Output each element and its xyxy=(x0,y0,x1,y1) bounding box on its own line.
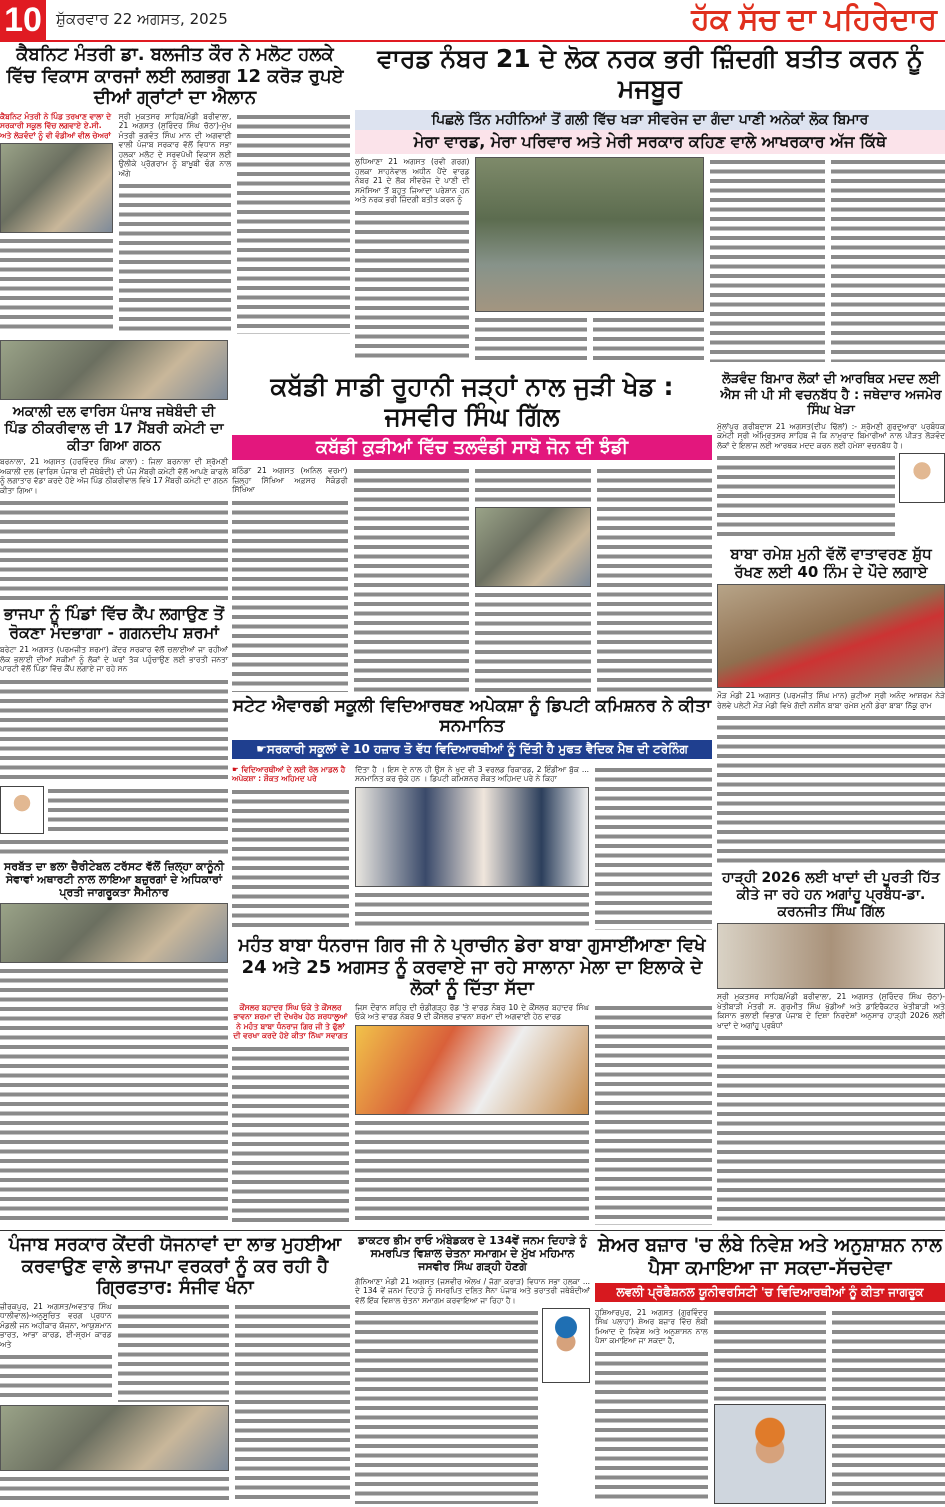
page-number: 10 xyxy=(0,0,46,40)
headline: ਅਕਾਲੀ ਦਲ ਵਾਰਿਸ ਪੰਜਾਬ ਜਥੇਬੰਦੀ ਦੀ ਪਿੰਡ ਠੀਕਰੀਵਾਲ ਦੀ 17 ਮੈਂਬਰੀ ਕਮੇਟੀ ਦਾ ਕੀਤਾ ਗਿਆ ਗਠਨ xyxy=(4,404,224,454)
headline: ਭਾਜਪਾ ਨੂੰ ਪਿੰਡਾਂ ਵਿੱਚ ਕੈਂਪ ਲਗਾਉਣ ਤੋਂ ਰੋਕਣਾ ਮੰਦਭਾਗਾ - ਗਗਨਦੀਪ ਸ਼ਰਮਾਂ xyxy=(4,604,224,643)
text-lines xyxy=(0,677,228,783)
subheadline-2: ਮੇਰਾ ਵਾਰਡ, ਮੇਰਾ ਪਰਿਵਾਰ ਅਤੇ ਮੇਰੀ ਸਰਕਾਰ ਕਹਿਣ ਵਾਲੇ ਆਖਰਕਾਰ ਅੱਜ ਕਿੱਥੇ xyxy=(355,130,945,154)
issue-date: ਸ਼ੁੱਕਰਵਾਰ 22 ਅਗਸਤ, 2025 xyxy=(56,10,228,28)
text-lines xyxy=(119,181,232,334)
text-lines xyxy=(717,713,945,863)
article-ambedkar xyxy=(355,1234,590,1504)
photo-award-ceremony xyxy=(355,787,589,887)
section-divider xyxy=(0,1230,945,1231)
article-body: ਹੁਸ਼ਿਆਰਪੁਰ, 21 ਅਗਸਤ (ਗੁਰਵਿੰਦਰ ਸਿੰਘ ਪਲਾਹਾ) ਸ਼ੇਅਰ ਬਜ਼ਾਰ ਵਿੱਚ ਲੰਬੀ ਮਿਆਦ ਦੇ ਨਿਵੇਸ਼ ਅਤੇ ਅਨੁਸ਼ਾਸਨ ਨਾਲ ਪੈਸਾ ਕਮਾਇਆ ਜਾ ਸਕਦਾ ਹੈ, xyxy=(595,1307,708,1346)
photo-bjp-workers xyxy=(0,1405,229,1471)
text-lines xyxy=(0,1352,112,1402)
article-ward21 xyxy=(355,44,945,362)
headline: ਵਾਰਡ ਨੰਬਰ 21 ਦੇ ਲੋਕ ਨਰਕ ਭਰੀ ਜ਼ਿੰਦਗੀ ਬਤੀਤ ਕਰਨ ਨੂੰ ਮਜਬੂਰ xyxy=(377,44,923,103)
text-lines xyxy=(237,112,350,334)
text-lines xyxy=(0,1474,229,1504)
photo-mahant-welcome xyxy=(355,1025,589,1115)
text-lines xyxy=(710,157,824,362)
article-body: ਸ੍ਰੀ ਮੁਕਤਸਰ ਸਾਹਿਬ/ਮੰਡੀ ਬਰੀਵਾਲਾ, 21 ਅਗਸਤ (ਸੁਰਿੰਦਰ ਸਿੰਘ ਚੱਠਾ)-ਖੇਤੀਬਾੜੀ ਮੰਤਰੀ ਸ. ਗੁਰਮੀਤ ਸਿੰਘ ਖੁੱਡੀਆਂ ਅਤੇ ਡਾਇਰੈਕਟਰ ਖੇਤੀਬਾੜੀ ਅਤੇ ਕਿਸਾਨ ਭਲਾਈ ਵਿਭਾਗ ਪੰਜਾਬ ਦੇ ਦਿਸ਼ਾ ਨਿਰਦੇਸ਼ਾਂ ਅਨੁਸਾਰ ਹਾੜ੍ਹੀ 2026 ਲਈ ਖਾਦਾਂ ਦੇ ਅਗਾਂਹੂ ਪ੍ਰਬੰਧਾਂ xyxy=(717,992,945,1030)
photo-fertilizer-meeting xyxy=(717,923,945,989)
portrait-jasvir-garhi xyxy=(542,1308,590,1383)
article-body: ਬਰੇਟਾ 21 ਅਗਸਤ (ਪਰਮਜੀਤ ਸ਼ਰਮਾ) ਕੇਂਦਰ ਸਰਕਾਰ ਵੱਲੋਂ ਚਲਾਈਆਂ ਜਾ ਰਹੀਆਂ ਲੋਕ ਭਲਾਈ ਦੀਆਂ ਸਕੀਮਾਂ ਨੂੰ ਲੋਕਾਂ ਦੇ ਘਰਾਂ ਤੱਕ ਪਹੁੰਚਾਉਣ ਲਈ ਭਾਰਤੀ ਜਨਤਾ ਪਾਰਟੀ ਵੱਲੋਂ ਪਿੰਡਾ ਵਿੱਚ ਕੈਂਪ ਲਗਾਏ ਜਾ ਰਹੇ ਸਨ xyxy=(0,645,228,674)
portrait-ajmer-singh xyxy=(899,453,945,503)
text-lines xyxy=(593,315,704,362)
article-kabaddi xyxy=(232,372,712,692)
article-akali xyxy=(0,404,228,602)
text-lines xyxy=(0,966,228,1225)
text-lines xyxy=(355,1308,538,1504)
text-lines xyxy=(475,315,586,362)
article-sgpc xyxy=(717,372,945,540)
article-body: ਮੁੱਲਾਂਪੁਰ ਗਰੀਬਦਾਸ 21 ਅਗਸਤ(ਦੀਪ ਢਿੱਲਾਂ) :- ਸ਼੍ਰੋਮਣੀ ਗੁਰਦੁਆਰਾ ਪ੍ਰਬੰਧਕ ਕਮੇਟੀ ਸ੍ਰੀ ਅੰਮ੍ਰਿਤਸਰ ਸਾਹਿਬ ਜੋ ਕਿ ਨਾਮੁਰਾਦ ਬਿਮਾਰੀਆਂ ਨਾਲ ਪੀੜਤ ਲੋੜਵੰਦ ਲੋਕਾਂ ਦੇ ਇਲਾਜ ਲਈ ਆਰਥਕ ਮਦਦ ਕਰਨ ਲਈ ਹਮੇਸ਼ਾ ਵਚਨਬੱਧ ਹੈ। xyxy=(717,421,945,450)
headline: ਕੈਬਨਿਟ ਮੰਤਰੀ ਡਾ. ਬਲਜੀਤ ਕੌਰ ਨੇ ਮਲੋਟ ਹਲਕੇ ਵਿੱਚ ਵਿਕਾਸ ਕਾਰਜਾਂ ਲਈ ਲਗਭਗ 12 ਕਰੋੜ ਰੁਪਏ ਦੀਆਂ ਗ੍ਰਾਂਟਾਂ ਦਾ ਐਲਾਨ xyxy=(6,44,344,109)
headline: ਸਰਬੱਤ ਦਾ ਭਲਾ ਚੈਰੀਟੇਬਲ ਟਰੱਸਟ ਵੱਲੋਂ ਜ਼ਿਲ੍ਹਾ ਕਾਨੂੰਨੀ ਸੇਵਾਵਾਂ ਅਥਾਰਟੀ ਨਾਲ ਲਾਇਆ ਬਜ਼ੁਰਗਾਂ ਦੇ ਅਧਿਕਾਰਾਂ ਪ੍ਰਤੀ ਜਾਗਰੂਕਤਾ ਸੈਮੀਨਾਰ xyxy=(3,860,225,900)
portrait-gagandeep xyxy=(0,786,44,834)
headline: ਬਾਬਾ ਰਮੇਸ਼ ਮੁਨੀ ਵੱਲੋਂ ਵਾਤਾਵਰਣ ਸ਼ੁੱਧ ਰੱਖਣ ਲਈ 40 ਨਿੰਮ ਦੇ ਪੌਦੇ ਲਗਾਏ xyxy=(730,545,932,581)
text-lines xyxy=(0,236,113,334)
article-body: ਬਠਿੰਡਾ 21 ਅਗਸਤ (ਅਨਿਲ ਵਰਮਾ) ਜ਼ਿਲ੍ਹਾ ਸਿੱਖਿਆ ਅਫ਼ਸਰ ਸੈਕੰਡਰੀ ਸਿੱਖਿਆ xyxy=(232,466,348,494)
photo-school-ac xyxy=(0,143,113,233)
subheadline-band: ਕਬੱਡੀ ਕੁੜੀਆਂ ਵਿੱਚ ਤਲਵੰਡੀ ਸਾਬੋ ਜੋਨ ਦੀ ਝੰਡੀ xyxy=(232,435,712,460)
text-lines xyxy=(355,208,469,363)
article-apeksha xyxy=(232,696,712,930)
text-lines xyxy=(232,1044,349,1225)
headline: ਕਬੱਡੀ ਸਾਡੀ ਰੂਹਾਨੀ ਜੜ੍ਹਾਂ ਨਾਲ ਜੁੜੀ ਖੇਡ : ਜਸਵੀਰ ਸਿੰਘ ਗਿੱਲ xyxy=(270,372,674,431)
article-punjab-sarkar xyxy=(0,1234,350,1504)
headline: ਸ਼ੇਅਰ ਬਜ਼ਾਰ 'ਚ ਲੰਬੇ ਨਿਵੇਸ਼ ਅਤੇ ਅਨੁਸ਼ਾਸ਼ਨ ਨਾਲ ਪੈਸਾ ਕਮਾਇਆ ਜਾ ਸਕਦਾ-ਸੱਚਦੇਵਾ xyxy=(598,1234,942,1279)
text-lines xyxy=(717,453,895,540)
header-divider xyxy=(0,40,945,42)
photo-tree-planting xyxy=(717,584,945,688)
headline: ਲੋੜਵੰਦ ਬਿਮਾਰ ਲੋਕਾਂ ਦੀ ਆਰਥਿਕ ਮਦਦ ਲਈ ਐਸ ਜੀ ਪੀ ਸੀ ਵਚਨਬੱਧ ਹੈ : ਜਥੇਦਾਰ ਅਜਮੇਰ ਸਿੰਘ ਖੇੜਾ xyxy=(720,372,942,419)
text-lines xyxy=(475,466,591,504)
photo-sewerage-water xyxy=(475,157,704,312)
text-lines xyxy=(595,1349,708,1504)
newspaper-logo: ਹੱਕ ਸੱਚ ਦਾ ਪਹਿਰੇਦਾਰ xyxy=(691,3,937,36)
text-lines xyxy=(232,787,349,930)
text-lines xyxy=(0,837,228,856)
text-lines xyxy=(597,466,713,692)
text-lines xyxy=(475,590,591,692)
text-lines xyxy=(355,890,589,930)
article-neem xyxy=(717,545,945,863)
text-lines xyxy=(832,1308,945,1504)
article-malout xyxy=(0,44,350,334)
text-lines xyxy=(355,1118,589,1225)
headline: ਡਾਕਟਰ ਭੀਮ ਰਾਓ ਅੰਬੇਡਕਰ ਦੇ 134ਵੇਂ ਜਨਮ ਦਿਹਾੜੇ ਨੂੰ ਸਮਰਪਿਤ ਵਿਸ਼ਾਲ ਚੇਤਨਾ ਸਮਾਗਮ ਦੇ ਮੁੱਖ ਮਹਿਮਾਨ ਜਸਵੀਰ ਸਿੰਘ ਗੜ੍ਹੀ ਹੋਣਗੇ xyxy=(358,1234,587,1274)
kicker: ਕੌਂਸਲਰ ਬਹਾਦਰ ਸਿੰਘ ਓਕੇ ਤੇ ਕੌਂਸਲਰ ਭਾਵਨਾ ਸ਼ਰਮਾ ਦੀ ਦੇਖਰੇਖ ਹੇਠ ਸ਼ਰਧਾਲੂਆਂ ਨੇ ਮਹੰਤ ਬਾਬਾ ਧੰਨਰਾਜ ਗਿਰ ਜੀ ਤੇ ਫੁੱਲਾਂ ਦੀ ਵਰਖਾ ਕਰਦੇ ਹੋਏ ਕੀਤਾ ਨਿੱਘਾ ਸਵਾਗਤ xyxy=(233,1002,348,1041)
subheadline-band: ਲਵਲੀ ਪ੍ਰੋਫੈਸ਼ਨਲ ਯੂਨੀਵਰਸਿਟੀ 'ਚ ਵਿਦਿਆਰਥੀਆਂ ਨੂੰ ਕੀਤਾ ਜਾਗਰੂਕ xyxy=(595,1283,945,1302)
photo-kabaddi-team xyxy=(475,507,591,587)
article-mahant xyxy=(232,935,712,1225)
text-lines xyxy=(717,1033,945,1225)
kicker: ਕੈਬਨਿਟ ਮੰਤਰੀ ਨੇ ਪਿੰਡ ਤਰਖਾਣ ਵਾਲਾ ਦੇ ਸਰਕਾਰੀ ਸਕੂਲ ਵਿੱਚ ਲਗਵਾਏ ਏ.ਸੀ. ਅਤੇ ਲੋੜਵੰਦਾਂ ਨੂੰ ਵੀ ਵੰਡੀਆਂ ਵੀਲ ਚੇਅਰਾਂ xyxy=(0,111,112,140)
text-lines xyxy=(714,1308,827,1401)
headline: ਮਹੰਤ ਬਾਬਾ ਧੰਨਰਾਜ ਗਿਰ ਜੀ ਨੇ ਪ੍ਰਾਚੀਨ ਡੇਰਾ ਬਾਬਾ ਗੁਸਾਈਂਆਣਾ ਵਿਖੇ 24 ਅਤੇ 25 ਅਗਸਤ ਨੂੰ ਕਰਵਾਏ ਜਾ ਰਹੇ ਸਾਲਾਨਾ ਮੇਲਾ ਦਾ ਇਲਾਕੇ ਦੇ ਲੋਕਾਂ ਨੂੰ ਦਿੱਤਾ ਸੱਦਾ xyxy=(238,935,706,1000)
text-lines xyxy=(235,1302,350,1504)
article-share-market xyxy=(595,1234,945,1504)
portrait-sachdeva xyxy=(714,1404,827,1504)
subheadline-band: ☛ਸਰਕਾਰੀ ਸਕੂਲਾਂ ਦੇ 10 ਹਜ਼ਾਰ ਤੋ ਵੱਧ ਵਿਦਿਆਰਥੀਆਂ ਨੂੰ ਦਿੱਤੀ ਹੈ ਮੁਫਤ ਵੈਦਿਕ ਮੈਥ ਦੀ ਟਰੇਨਿੰਗ xyxy=(232,740,712,759)
article-body: ਲੁਧਿਆਣਾ 21 ਅਗਸਤ (ਰਵੀ ਗਰਗ) ਹਲਕਾ ਸਾਹਨੇਵਾਲ ਅਧੀਨ ਪੈਂਦੇ ਵਾਰਡ ਨੰਬਰ 21 ਦੇ ਲੋਕ ਸੀਵਰੇਜ ਦੇ ਪਾਣੀ ਦੀ ਸਮੱਸਿਆ ਤੋਂ ਬਹੁਤ ਜਿਆਦਾ ਪਰੇਸ਼ਾਨ ਹਨ ਅਤੇ ਨਰਕ ਭਰੀ ਜ਼ਿੰਦਗੀ ਬਤੀਤ ਕਰਨ ਨੂੰ xyxy=(355,157,470,204)
headline: ਹਾੜ੍ਹੀ 2026 ਲਈ ਖਾਦਾਂ ਦੀ ਪੂਰਤੀ ਹਿੱਤ ਕੀਤੇ ਜਾ ਰਹੇ ਹਨ ਅਗਾਂਹੂ ਪ੍ਰਬੰਧ-ਡਾ. ਕਰਨਜੀਤ ਸਿੰਘ ਗਿੱਲ xyxy=(722,870,940,920)
text-lines xyxy=(118,1302,230,1402)
article-body: ਗੋਨਿਆਣਾ ਮੰਡੀ 21 ਅਗਸਤ (ਜਸਵੀਰ ਔਲਖ / ਜੱਗਾ ਕਰਾੜ) ਵਿਧਾਨ ਸਭਾ ਹਲਕਾ ... ਦੇ 134 ਵੇਂ ਜਨਮ ਦਿਹਾੜੇ ਨੂੰ ਸਮਰਪਿਤ ਦਲਿਤ ਸੈਨਾ ਪੰਜਾਬ ਅਤੇ ਭਰਾਤਰੀ ਜਥੇਬੰਦੀਆਂ ਵੱਲੋਂ ਇੱਕ ਵਿਸ਼ਾਲ ਚੇਤਨਾ ਸਮਾਗਮ ਕਰਵਾਇਆ ਜਾ ਰਿਹਾ ਹੈ। xyxy=(355,1276,590,1305)
article-body: ਮੌੜ ਮੰਡੀ 21 ਅਗਸਤ (ਪਰਮਜੀਤ ਸਿੰਘ ਮਾਨ) ਕੁਟੀਆ ਸ੍ਰੀ ਅਨੰਦ ਆਸ਼ਰਮ ਨੇੜੇ ਰੇਲਵੇ ਪਲੇਟੀ ਮੌੜ ਮੰਡੀ ਵਿਖੇ ਗੱਦੀ ਨਸ਼ੀਨ ਬਾਬਾ ਰਮੇਸ਼ ਮੁਨੀ ਡੇਰਾ ਬਾਬਾ ਨਿੱਕੂ ਰਾਮ xyxy=(717,691,945,710)
headline: ਪੰਜਾਬ ਸਰਕਾਰ ਕੇਂਦਰੀ ਯੋਜਨਾਵਾਂ ਦਾ ਲਾਭ ਮੁਹਈਆ ਕਰਵਾਉਣ ਵਾਲੇ ਭਾਜਪਾ ਵਰਕਰਾਂ ਨੂੰ ਕਰ ਰਹੀ ਹੈ ਗ੍ਰਿਫਤਾਰ: ਸੰਜੀਵ ਖੰਨਾ xyxy=(8,1234,342,1299)
headline: ਸਟੇਟ ਐਵਾਰਡੀ ਸਕੂਲੀ ਵਿਦਿਆਰਥਣ ਅਪੇਕਸ਼ਾ ਨੂੰ ਡਿਪਟੀ ਕਮਿਸ਼ਨਰ ਨੇ ਕੀਤਾ ਸਨਮਾਨਿਤ xyxy=(232,696,712,737)
text-lines xyxy=(354,466,470,692)
kicker: ☛ ਵਿਦਿਆਰਥੀਆਂ ਦੇ ਲਈ ਰੋਲ ਮਾਡਲ ਹੈ ਅਪੇਕਸ਼ਾ : ਸ਼ੌਕਤ ਅਹਿਮਦ ਪਰੇ xyxy=(232,764,346,784)
text-lines xyxy=(831,157,945,362)
article-body: ਜਿਸ ਦੌਰਾਨ ਸ਼ਹਿਰ ਦੀ ਚੰਡੀਗੜ੍ਹ ਰੋਡ 'ਤੇ ਵਾਰਡ ਨੰਬਰ 10 ਦੇ ਕੌਂਸਲਰ ਬਹਾਦਰ ਸਿੰਘ ਓਕੇ ਅਤੇ ਵਾਰਡ ਨੰਬਰ 9 ਦੀ ਕੌਂਸਲਰ ਭਾਵਨਾ ਸ਼ਰਮਾ ਦੀ ਅਗਵਾਈ ਹੇਠ ਵਾਰਡ xyxy=(355,1002,589,1022)
article-sarbat xyxy=(0,860,228,1225)
article-body: ਜ਼ੀਰਕਪੁਰ, 21 ਅਗਸਤ/ਅਵਤਾਰ ਸਿੰਘ ਧਾਲੀਵਾਲ)-ਅਨੁਸੂਚਿਤ ਵਰਗ ਪ੍ਰਧਾਨ ਮੰਡਲੀ ਜਨ ਅਹੀਕਾਰ ਯੋਜਨਾ, ਆਯੁਸ਼ਮਾਨ ਭਾਰਤ, ਆਭਾ ਕਾਰਡ, ਈ-ਸ਼੍ਰਮ ਕਾਰਡ ਅਤੇ xyxy=(0,1301,112,1349)
subheadline: ਪਿਛਲੇ ਤਿੰਨ ਮਹੀਨਿਆਂ ਤੋਂ ਗਲੀ ਵਿੱਚ ਖੜਾ ਸੀਵਰੇਜ ਦਾ ਗੰਦਾ ਪਾਣੀ ਅਨੇਕਾਂ ਲੋਕ ਬਿਮਾਰ xyxy=(355,110,945,130)
article-body: ਬਰਨਾਲਾ, 21 ਅਗਸਤ (ਹਰਵਿੰਦਰ ਸਿੰਘ ਕਾਲਾ) : ਜਿਲਾ ਬਰਨਾਲਾ ਦੀ ਸ਼੍ਰੋਮਣੀ ਅਕਾਲੀ ਦਲ (ਵਾਰਿਸ ਪੰਜਾਬ ਦੀ ਜੱਥੇਬੰਦੀ) ਦੀ ਪੰਜ ਮੈਂਬਰੀ ਕਮੇਟੀ ਵੱਲੋਂ ਆਪਣੇ ਕਾਫਲੇ ਨੂੰ ਲਗਾਤਾਰ ਵੱਡਾ ਕਰਦੇ ਹੋਏ ਅੱਜ ਪਿੰਡ ਠੀਕਰੀਵਾਲ ਵਿਖੇ 17 ਮੈਂਬਰੀ ਕਮੇਟੀ ਦਾ ਗਠਨ ਕੀਤਾ ਗਿਆ। xyxy=(0,457,228,495)
text-lines xyxy=(232,498,348,693)
photo-akali-group xyxy=(0,340,228,400)
text-lines xyxy=(595,765,712,930)
article-body: ਸ੍ਰੀ ਮੁਕਤਸਰ ਸਾਹਿਬ/ਮੰਡੀ ਬਰੀਵਾਲਾ, 21 ਅਗਸਤ (ਸੁਰਿੰਦਰ ਸਿੰਘ ਚੱਠਾ)-ਮੁੱਖ ਮੰਤਰੀ ਭਗਵੰਤ ਸਿੰਘ ਮਾਨ ਦੀ ਅਗਵਾਈ ਵਾਲੀ ਪੰਜਾਬ ਸਰਕਾਰ ਵੱਲੋਂ ਵਿਧਾਨ ਸਭਾ ਹਲਕਾ ਮਲੋਟ ਦੇ ਸਰਵਪੱਖੀ ਵਿਕਾਸ ਲਈ ਉਲੀਕੇ ਪ੍ਰੋਗਰਾਮ ਨੂੰ ਬਾਖੂਬੀ ਢੰਗ ਨਾਲ ਅੱਗੇ xyxy=(118,111,232,178)
photo-seminar xyxy=(0,903,228,963)
text-lines xyxy=(595,1003,712,1225)
text-lines xyxy=(48,786,228,834)
text-lines xyxy=(0,498,228,602)
article-harhi xyxy=(717,870,945,1225)
article-body: ਦਿੱਤਾ ਹੈ । ਇਸ ਦੇ ਨਾਲ ਹੀ ਉਸ ਨੇ ਖੁਦ ਵੀ 3 ਵਰਲਡ ਰਿਕਾਰਡ, 2 ਇੰਡੀਆ ਬੁੱਕ ... ਸਨਮਾਨਿਤ ਕਰ ਚੁੱਕੇ ਹਨ । ਡਿਪਟੀ ਕਮਿਸ਼ਨਰ ਸ਼ੌਕਤ ਅਹਿਮਦ ਪਰੇ ਨੇ ਕਿਹਾ xyxy=(355,764,589,784)
article-bjp xyxy=(0,604,228,856)
